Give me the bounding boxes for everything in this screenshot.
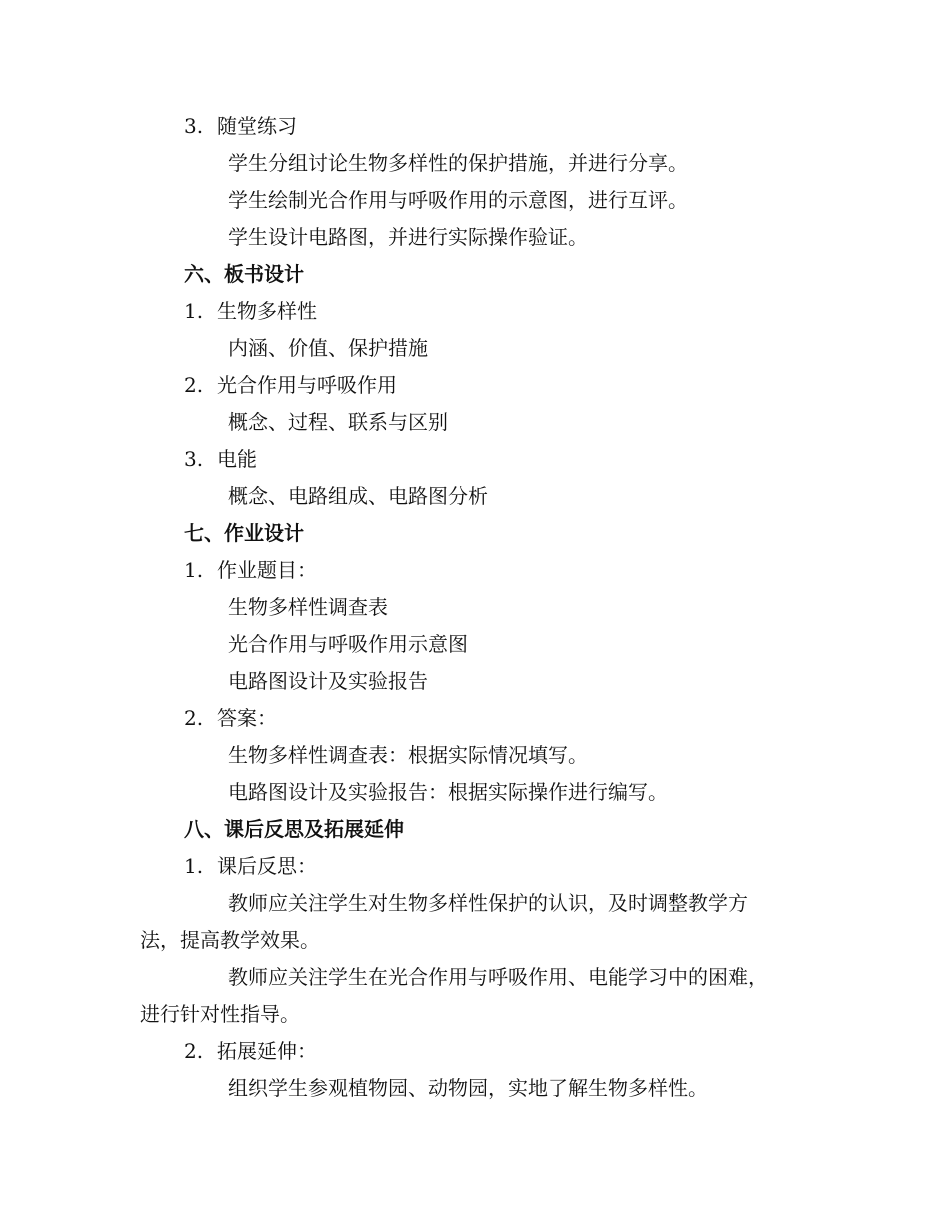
list-subline: 概念、过程、联系与区别 xyxy=(228,410,448,434)
list-subline: 概念、电路组成、电路图分析 xyxy=(228,484,488,508)
paragraph-continuation: 进行针对性指导。 xyxy=(140,1002,300,1026)
list-item-answers xyxy=(184,705,277,731)
list-subline: 生物多样性调查表 xyxy=(228,595,388,619)
section-heading-board-design: 六、板书设计 xyxy=(184,262,304,286)
list-subline: 学生绘制光合作用与呼吸作用的示意图，进行互评。 xyxy=(228,188,688,212)
paragraph-first-line: 教师应关注学生对生物多样性保护的认识，及时调整教学方 xyxy=(228,891,748,915)
list-subline: 学生分组讨论生物多样性的保护措施，并进行分享。 xyxy=(228,151,688,175)
list-item-reflection xyxy=(184,853,317,879)
list-item-label: 生物多样性 xyxy=(217,299,317,323)
list-number: 1. xyxy=(184,558,204,582)
list-subline: 生物多样性调查表：根据实际情况填写。 xyxy=(228,743,588,767)
list-number: 1. xyxy=(184,854,204,878)
list-item-label: 随堂练习 xyxy=(217,114,297,138)
section-heading-reflection: 八、课后反思及拓展延伸 xyxy=(184,817,404,841)
list-item-label: 光合作用与呼吸作用 xyxy=(217,373,397,397)
list-item-label: 电能 xyxy=(217,447,257,471)
list-item-practice xyxy=(184,113,297,139)
list-number: 2. xyxy=(184,373,204,397)
list-number: 2. xyxy=(184,1039,204,1063)
list-subline: 组织学生参观植物园、动物园，实地了解生物多样性。 xyxy=(228,1076,708,1100)
list-item-electric-energy xyxy=(184,446,257,472)
list-item-label: 答案： xyxy=(217,706,277,730)
list-subline: 光合作用与呼吸作用示意图 xyxy=(228,632,468,656)
list-item-label: 拓展延伸： xyxy=(217,1039,317,1063)
list-item-photosynthesis xyxy=(184,372,397,398)
paragraph-continuation: 法，提高教学效果。 xyxy=(140,928,320,952)
list-item-homework-topics xyxy=(184,557,317,583)
list-item-biodiversity xyxy=(184,298,317,324)
list-subline: 电路图设计及实验报告 xyxy=(228,669,428,693)
section-heading-homework: 七、作业设计 xyxy=(184,521,304,545)
list-subline: 学生设计电路图，并进行实际操作验证。 xyxy=(228,225,588,249)
list-number: 3. xyxy=(184,447,204,471)
list-item-label: 作业题目： xyxy=(217,558,317,582)
list-subline: 电路图设计及实验报告：根据实际操作进行编写。 xyxy=(228,780,668,804)
list-number: 2. xyxy=(184,706,204,730)
paragraph-first-line: 教师应关注学生在光合作用与呼吸作用、电能学习中的困难， xyxy=(228,965,768,989)
list-item-extension xyxy=(184,1038,317,1064)
list-number: 3. xyxy=(184,114,204,138)
list-item-label: 课后反思： xyxy=(217,854,317,878)
list-number: 1. xyxy=(184,299,204,323)
list-subline: 内涵、价值、保护措施 xyxy=(228,336,428,360)
